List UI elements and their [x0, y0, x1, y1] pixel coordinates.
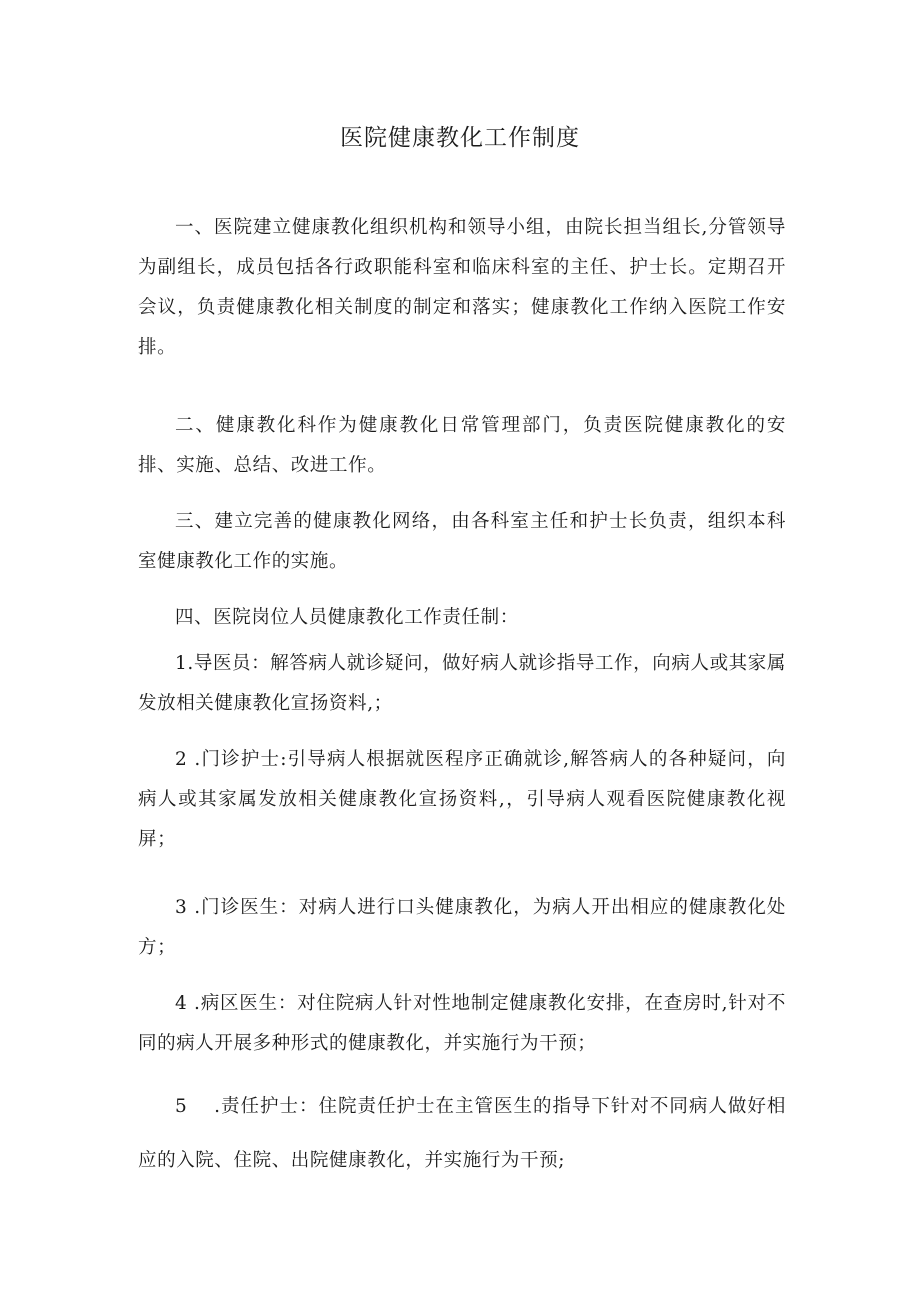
- paragraph-4: 四、医院岗位人员健康教化工作责任制：: [175, 607, 519, 628]
- paragraph-6: 2 .门诊护士:引导病人根据就医程序正确就诊,解答病人的各种疑问，向病人或其家属发放相关健康教化宣扬资料,，引导病人观看医院健康教化视屏；: [138, 749, 786, 850]
- paragraph-1: 一、医院建立健康教化组织机构和领导小组，由院长担当组长,分管领导为副组长，成员包括各行政职能科室和临床科室的主任、护士长。定期召开会议，负责健康教化相关制度的制定和落实；健康教化工作纳入医院工作安排。: [138, 217, 786, 358]
- paragraph-3: 三、建立完善的健康教化网络，由各科室主任和护士长负责，组织本科室健康教化工作的实施。: [138, 511, 786, 572]
- paragraph-5: 1.导医员：解答病人就诊疑问，做好病人就诊指导工作，向病人或其家属发放相关健康教化宣扬资料,；: [138, 653, 786, 714]
- paragraph-8: 4 .病区医生：对住院病人针对性地制定健康教化安排，在查房时,针对不同的病人开展多种形式的健康教化，并实施行为干预；: [138, 993, 786, 1054]
- paragraph-2: 二、健康教化科作为健康教化日常管理部门，负责医院健康教化的安排、实施、总结、改进工作。: [138, 415, 786, 476]
- paragraph-9: 5 .责任护士：住院责任护士在主管医生的指导下针对不同病人做好相应的入院、住院、出院健康教化，并实施行为干预;: [138, 1096, 786, 1171]
- paragraph-7: 3 .门诊医生：对病人进行口头健康教化，为病人开出相应的健康教化处方；: [138, 897, 786, 958]
- document-title: 医院健康教化工作制度: [340, 125, 580, 151]
